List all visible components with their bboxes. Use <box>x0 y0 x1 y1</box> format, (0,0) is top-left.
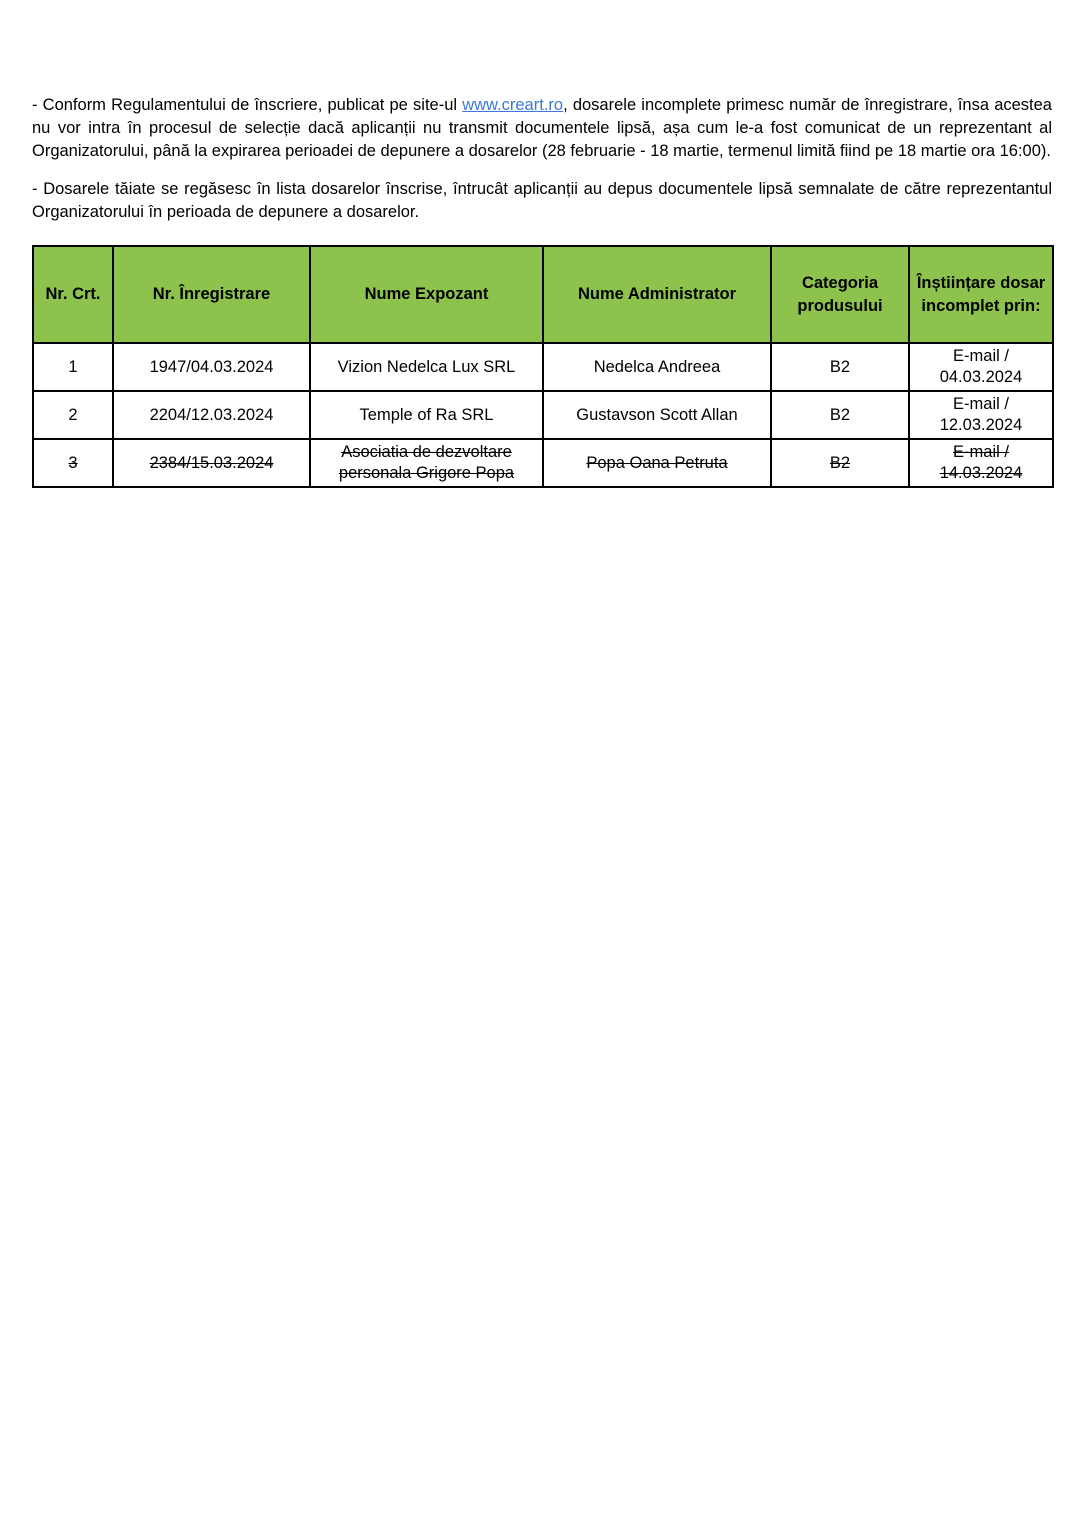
column-header-instiintare-dosar: Înștiințare dosar incomplet prin: <box>909 246 1053 343</box>
column-header-nr-inregistrare: Nr. Înregistrare <box>113 246 310 343</box>
column-header-nume-expozant: Nume Expozant <box>310 246 543 343</box>
table-header-row <box>33 246 1053 343</box>
cell-nr-inregistrare: 2384/15.03.2024 <box>113 439 310 487</box>
cell-nume-expozant: Vizion Nedelca Lux SRL <box>310 343 543 391</box>
paragraph-regulament <box>32 94 1052 163</box>
cell-nume-administrator: Popa Oana Petruta <box>543 439 771 487</box>
creart-website-link[interactable]: www.creart.ro <box>462 96 564 114</box>
cell-nume-administrator: Gustavson Scott Allan <box>543 391 771 439</box>
table-row <box>33 391 1053 439</box>
cell-nr-crt: 3 <box>33 439 113 487</box>
dosare-incomplete-table <box>32 245 1054 488</box>
cell-nr-inregistrare: 1947/04.03.2024 <box>113 343 310 391</box>
column-header-categoria-produsului: Categoria produsului <box>771 246 909 343</box>
cell-categoria-produsului: B2 <box>771 391 909 439</box>
table-row <box>33 343 1053 391</box>
column-header-nume-administrator: Nume Administrator <box>543 246 771 343</box>
column-header-nr-crt: Nr. Crt. <box>33 246 113 343</box>
cell-instiintare-dosar: E-mail / 04.03.2024 <box>909 343 1053 391</box>
cell-nr-inregistrare: 2204/12.03.2024 <box>113 391 310 439</box>
cell-nr-crt: 2 <box>33 391 113 439</box>
cell-nr-crt: 1 <box>33 343 113 391</box>
cell-nume-expozant: Asociatia de dezvoltare personala Grigore Popa <box>310 439 543 487</box>
cell-categoria-produsului: B2 <box>771 343 909 391</box>
paragraph-regulament-before-link: - Conform Regulamentului de înscriere, publicat pe site-ul <box>32 96 463 114</box>
cell-instiintare-dosar: E-mail / 14.03.2024 <box>909 439 1053 487</box>
table-row-struck <box>33 439 1053 487</box>
cell-categoria-produsului: B2 <box>771 439 909 487</box>
paragraph-regulament-after-link: , dosarele incomplete primesc număr de înregistrare, însa acestea nu vor intra în procesul de selecție dacă aplicanții nu transmit documentele lipsă, așa cum le-a fost comunicat de un reprezentant al Organizatorului, până la expirarea perioadei de depunere a dosarelor (28 februarie - 18 martie, termenul limită fiind pe 18 martie ora 16:00). <box>32 96 1052 160</box>
paragraph-dosare-taiate: - Dosarele tăiate se regăsesc în lista dosarelor înscrise, întrucât aplicanții au depus documentele lipsă semnalate de către reprezentantul Organizatorului în perioada de depunere a dosarelor. <box>32 180 1052 221</box>
cell-instiintare-dosar: E-mail / 12.03.2024 <box>909 391 1053 439</box>
cell-nume-expozant: Temple of Ra SRL <box>310 391 543 439</box>
cell-nume-administrator: Nedelca Andreea <box>543 343 771 391</box>
